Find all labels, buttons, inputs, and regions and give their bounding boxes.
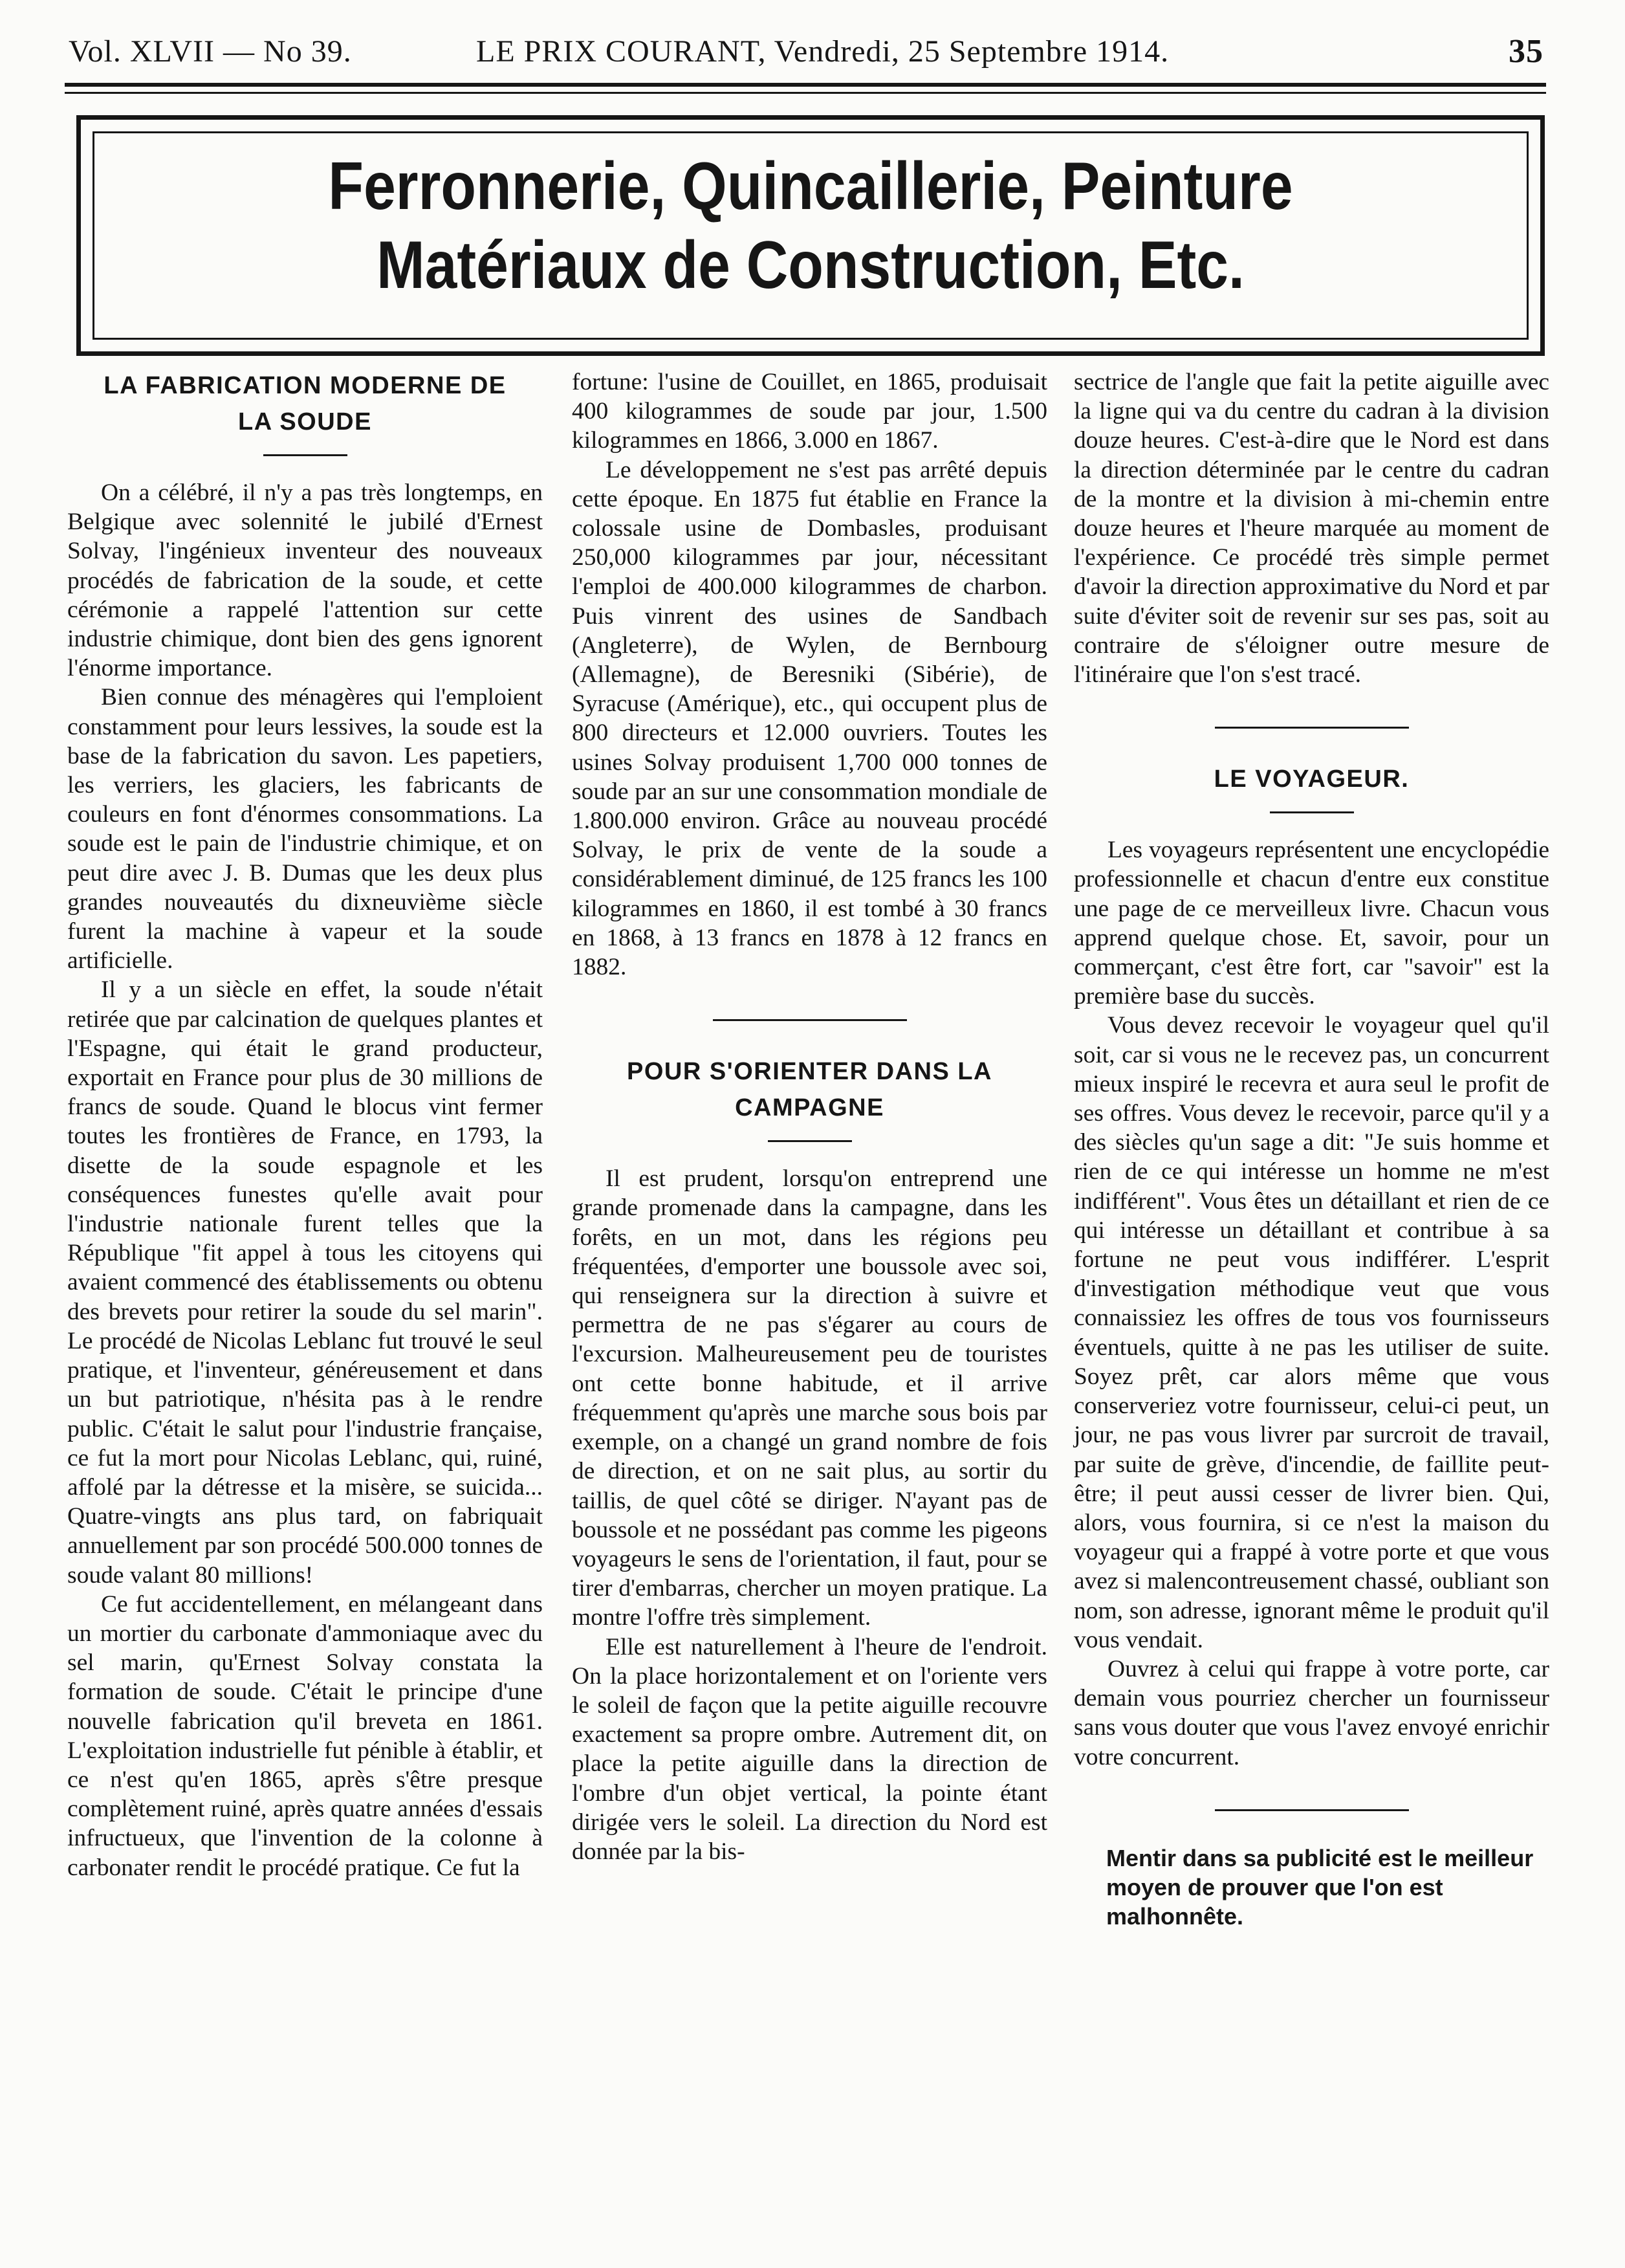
column-2 — [572, 368, 1047, 1866]
heading-divider — [1270, 811, 1354, 813]
section-banner-frame — [76, 115, 1545, 356]
heading-line-2: LA SOUDE — [238, 408, 372, 435]
paragraph: Il y a un siècle en effet, la soude n'était retirée que par calcination de quelques plantes et l'Espagne, qui était le grand producteur, exportait en France pour plus de 30 millions de francs de soude. Quand le blocus vint fermer toutes les frontières de France, en 1793, la disette de la soude espagnole et les conséquences funestes qu'elle avait pour l'industrie nationale furent telles que la République "fit appel à tous les citoyens qui avaient commencé des établissements ou obtenu des brevets pour retirer la soude du sel marin". Le procédé de Nicolas Leblanc fut trouvé le seul pratique, et l'inventeur, généreusement et dans un but patriotique, n'hésita pas à le rendre public. C'était le salut pour l'industrie française, ce fut la mort pour Nicolas Leblanc, qui, ruiné, affolé par la détresse et la misère, se suicida... Quatre-vingts ans plus tard, on fabriquait annuellement par son procédé 500.000 tonnes de soude valant 80 millions! — [67, 976, 543, 1589]
journal-title-date: LE PRIX COURANT, Vendredi, 25 Septembre 1914. — [476, 34, 1170, 69]
paragraph: On a célébré, il n'y a pas très longtemps, en Belgique avec solennité le jubilé d'Ernest Solvay, l'ingénieux inventeur des nouveaux procédés de fabrication de la soude, et cette cérémonie a rappelé l'attention sur cette industrie chimique, dont bien des gens ignorent l'énorme importance. — [67, 479, 543, 682]
paragraph: Les voyageurs représentent une encyclopédie professionnelle et chacun d'entre eux constitue une page de ce merveilleux livre. Chacun vous apprend quelque chose. Et, savoir, pour un commerçant, c'est être fort, car "savoir" est la première base du succès. — [1074, 837, 1549, 1010]
heading-divider — [263, 454, 347, 456]
paragraph: Le développement ne s'est pas arrêté depuis cette époque. En 1875 fut établie en France la colossale usine de Dombasles, produisant 250,000 kilogrammes par jour, nécessitant l'emploi de 400.000 kilogrammes de charbon. Puis vinrent des usines de Sandbach (Angleterre), de Wylen, de Bernbourg (Allemagne), de Beresniki (Sibérie), de Syracuse (Amérique), etc., qui occupent plus de 800 directeurs et 12.000 ouvriers. Toutes les usines Solvay produisent 1,700 000 tonnes de soude par an sur une consommation mondiale de 1.800.000 environ. Grâce au nouveau procédé Solvay, le prix de vente de la soude a considérablement diminué, de 125 francs les 100 kilogrammes en 1860, il est tombé à 30 francs en 1868, à 13 francs en 1878 à 12 francs en 1882. — [572, 456, 1047, 981]
page-number: 35 — [1509, 33, 1543, 70]
article-heading-voyageur: LE VOYAGEUR. — [1214, 765, 1410, 793]
banner-line-1: Ferronnerie, Quincaillerie, Peinture — [328, 149, 1293, 224]
section-banner-title — [183, 147, 1438, 305]
heading-line-1: POUR S'ORIENTER DANS LA — [626, 1058, 992, 1086]
paragraph: Vous devez recevoir le voyageur quel qu'il soit, car si vous ne le recevez pas, un concurrent mieux inspiré le recevra et aura seul le profit de ses offres. Vous devez le recevoir, parce qu'il y a des siècles qu'un sage a dit: "Je suis homme et rien de ce qui intéresse un homme ne m'est indifférent". Vous êtes un détaillant et rien de ce qui intéresse un détaillant et contribue à sa fortune ne peut vous indifférer. L'esprit d'investigation méthodique veut que vous connaissiez les offres de tous vos fournisseurs éventuels, quitte à ne pas les utiliser de suite. Soyez prêt, car alors même que vous conserveriez votre fournisseur, celui-ci peut, un jour, ne pas vous livrer par surcroit de travail, par suite de grève, d'incendie, de faillite peut-être; il peut aussi cesser de livrer bien. Qui, alors, vous fournira, si ce n'est la maison du voyageur qui a frappé à votre porte et que vous avez si malencontreusement chassé, oubliant son nom, son adresse, ignorant même le produit qu'il vous vendait. — [1074, 1012, 1549, 1653]
column-1 — [67, 368, 543, 1882]
column-3 — [1074, 368, 1549, 1931]
article-separator — [1215, 1809, 1409, 1811]
article-separator — [1215, 727, 1409, 729]
paragraph: Il est prudent, lorsqu'on entreprend une grande promenade dans la campagne, dans les forêts, en un mot, dans les régions peu fréquentées, d'emporter une boussole avec soi, qui renseignera sur la direction à suivre et permettra de ne pas s'égarer au cours de l'excursion. Malheureusement peu de touristes ont cette bonne habitude, et il arrive fréquemment qu'après une marche sous bois par exemple, on a changé un grand nombre de fois de direction, et on ne sait plus, au sortir du taillis, de quel côté se diriger. N'ayant pas de boussole et ne possédant pas comme les pigeons voyageurs le sens de l'orientation, il faut, pour se tirer d'embarras, chercher un moyen pratique. La montre l'offre très simplement. — [572, 1165, 1047, 1631]
banner-line-2: Matériaux de Construction, Etc. — [376, 228, 1245, 303]
article-separator — [713, 1019, 907, 1021]
volume-number: Vol. XLVII — No 39. — [69, 34, 352, 69]
article-heading-orienter — [572, 1053, 1047, 1126]
paragraph: Ouvrez à celui qui frappe à votre porte, car demain vous pourriez chercher un fournisseur sans vous douter que vous l'avez envoyé enrichir votre concurrent. — [1074, 1655, 1549, 1770]
heading-line-2: CAMPAGNE — [735, 1094, 884, 1122]
header-rule-thick — [65, 83, 1546, 87]
header-rule-thin — [65, 92, 1546, 94]
paragraph-continued: fortune: l'usine de Couillet, en 1865, produisait 400 kilogrammes de soude par jour, 1.500 kilogrammes en 1866, 3.000 en 1867. — [572, 369, 1047, 454]
paragraph: Ce fut accidentellement, en mélangeant dans un mortier du carbonate d'ammoniaque avec du sel marin, qu'Ernest Solvay constata la formation de soude. C'était le principe d'une nouvelle fabrication qu'il breveta en 1861. L'exploitation industrielle fut pénible à établir, et ce n'est qu'en 1865, après s'être presque complètement ruiné, après quatre années d'essais infructueux, que l'invention de la colonne à carbonater rendit le procédé pratique. Ce fut la — [67, 1591, 543, 1881]
closing-maxim: Mentir dans sa publicité est le meilleur moyen de prouver que l'on est malhonnête. — [1106, 1844, 1534, 1930]
paragraph-continued: sectrice de l'angle que fait la petite aiguille avec la ligne qui va du centre du cadran à la division douze heures. C'est-à-dire que le Nord est dans la direction déterminée par le centre du cadran de la montre et la division à mi-chemin entre douze heures et l'heure marquée au moment de l'expérience. Ce procédé très simple permet d'avoir la direction approximative du Nord et par suite d'éviter soit de revenir sur ses pas, soit au contraire de s'éloigner outre mesure de l'itinéraire que l'on s'est tracé. — [1074, 369, 1549, 688]
heading-divider — [768, 1140, 852, 1142]
heading-line-1: LA FABRICATION MODERNE DE — [104, 372, 507, 399]
running-head — [62, 25, 1543, 76]
article-heading-soude — [67, 368, 543, 440]
paragraph: Elle est naturellement à l'heure de l'endroit. On la place horizontalement et on l'oriente vers le soleil de façon que la petite aiguille recouvre exactement sa propre ombre. Autrement dit, on place la petite aiguille dans la direction de l'ombre d'un objet vertical, la pointe étant dirigée vers le soleil. La direction du Nord est donnée par la bis- — [572, 1633, 1047, 1865]
paragraph: Bien connue des ménagères qui l'emploient constamment pour leurs lessives, la soude est la base de la fabrication du savon. Les papetiers, les verriers, les glaciers, les fabricants de couleurs en font d'énormes consommations. La soude est le pain de l'industrie chimique, et on peut dire avec J. B. Dumas que les deux plus grandes nouveautés du dixneuvième siècle furent la machine à vapeur et la soude artificielle. — [67, 684, 543, 974]
